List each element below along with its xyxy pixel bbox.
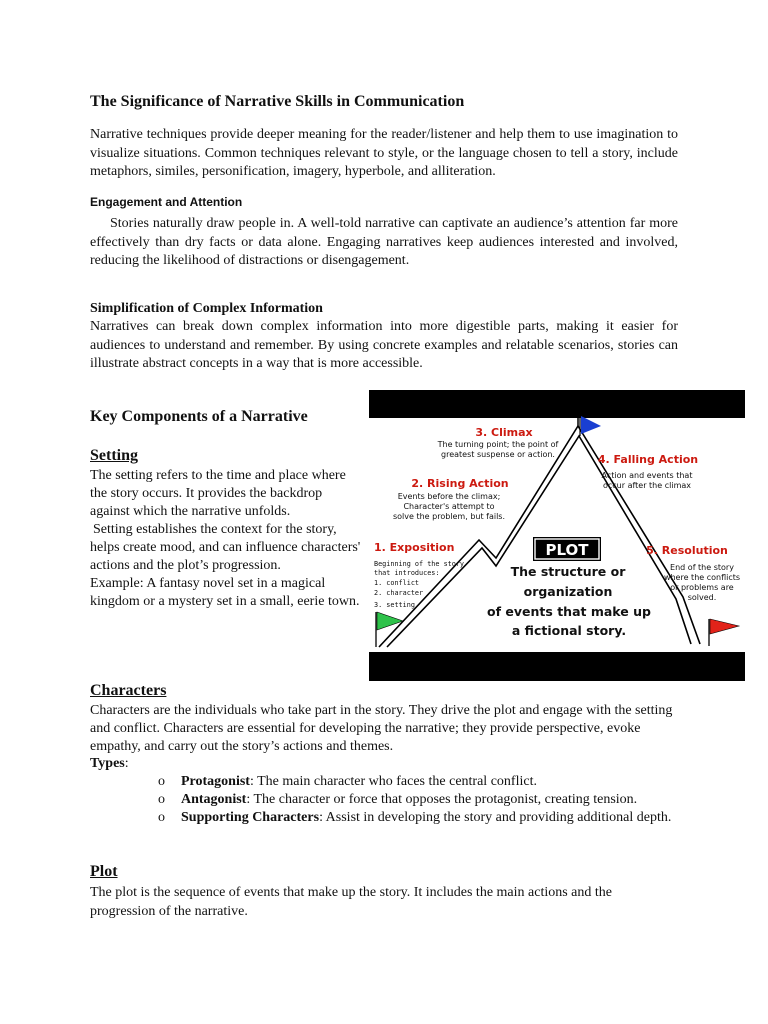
- type-desc: : Assist in developing the story and providing additional depth.: [319, 810, 672, 825]
- characters-text: Characters are the individuals who take part in the story. They drive the plot and engage with the setting and conflict. Characters are essential for developing the narrative; they provide perspective, evoke empathy, and carry out the story’s actions and themes.: [90, 703, 673, 754]
- engagement-text: Stories naturally draw people in. A well-told narrative can captivate an audience’s attention far more effectively than dry facts or data alone. Engaging narratives keep audiences interested and involved, reducing the likelihood of distractions or disengagement.: [90, 216, 678, 268]
- characters-heading: Characters: [90, 682, 167, 699]
- rising-action-desc: [393, 492, 505, 521]
- simplification-text: Narratives can break down complex information into more digestible parts, making it easier for audiences to understand and remember. By using concrete examples and relatable scenarios, stories can illustrate abstract concepts in a way that is more accessible.: [90, 319, 678, 371]
- rising-line-3: solve the problem, but fails.: [392, 512, 506, 521]
- falling-action-title: 4. Falling Action: [597, 453, 699, 466]
- plot-desc-line-2: organization: [523, 584, 613, 599]
- document-title: The Significance of Narrative Skills in Communication: [90, 93, 465, 110]
- setting-body: [90, 467, 362, 611]
- characters-paragraph: [90, 702, 678, 756]
- type-name: Protagonist: [181, 774, 250, 789]
- setting-para-1: The setting refers to the time and place where the story occurs. It provides the backdrop against which the narrative unfolds.: [90, 468, 346, 519]
- plot-text: The plot is the sequence of events that make up the story. It includes the main actions and the progression of the narrative.: [90, 885, 612, 919]
- bullet-mark: o: [158, 774, 165, 789]
- resolution-title: 5. Resolution: [646, 544, 728, 557]
- falling-action-desc: [602, 471, 693, 490]
- resolution-line-2: where the conflicts: [663, 573, 741, 582]
- list-item: [150, 809, 680, 827]
- type-name: Antagonist: [181, 792, 247, 807]
- exposition-line-1: Beginning of the story: [374, 560, 465, 568]
- resolution-line-1: End of the story: [670, 563, 734, 572]
- climax-line-2: greatest suspense or action.: [441, 450, 555, 459]
- climax-title: 3. Climax: [475, 426, 533, 439]
- falling-line-2: occur after the climax: [602, 481, 692, 490]
- rising-action-title: 2. Rising Action: [411, 477, 509, 490]
- plot-diagram: [369, 390, 745, 681]
- simplification-paragraph: [90, 318, 678, 374]
- type-desc: : The character or force that opposes the protagonist, creating tension.: [246, 792, 638, 807]
- exposition-line-3: 1. conflict: [374, 579, 420, 587]
- exposition-title: 1. Exposition: [374, 541, 455, 554]
- resolution-line-4: solved.: [687, 593, 717, 602]
- character-types-list: [150, 773, 680, 827]
- plot-heading: Plot: [90, 863, 118, 880]
- intro-text: Narrative techniques provide deeper meaning for the reader/listener and help them to use imagination to visualize situations. Common techniques relevant to style, or the language chosen to tell a story, include metaphors, similes, personification, imagery, hyperbole, and alliteration.: [90, 127, 678, 179]
- exposition-line-2: that introduces:: [374, 569, 440, 577]
- simplification-heading: Simplification of Complex Information: [90, 301, 323, 316]
- setting-para-2: Setting establishes the context for the story, helps create mood, and can influence characters' actions and the plot’s progression.: [90, 522, 361, 573]
- plot-paragraph: [90, 883, 678, 921]
- exposition-line-5: 3. setting: [374, 601, 415, 609]
- setting-heading: Setting: [90, 447, 138, 464]
- setting-para-3: Example: A fantasy novel set in a magical kingdom or a mystery set in a small, eerie town.: [90, 576, 360, 609]
- climax-line-1: The turning point; the point of: [437, 440, 559, 449]
- plot-desc-line-1: The structure or: [510, 564, 626, 579]
- climax-desc: [437, 440, 559, 459]
- falling-line-1: Action and events that: [601, 471, 693, 480]
- exposition-line-4: 2. character: [374, 589, 424, 597]
- plot-label: PLOT: [545, 541, 589, 559]
- bullet-mark: o: [158, 792, 165, 807]
- plot-desc-line-4: a fictional story.: [511, 623, 627, 638]
- list-item: [150, 773, 680, 791]
- key-components-title: Key Components of a Narrative: [90, 408, 308, 425]
- diagram-bottom-band: [369, 652, 745, 681]
- resolution-line-3: or problems are: [670, 583, 734, 592]
- types-line: Types:: [90, 756, 129, 771]
- types-label: Types: [90, 756, 125, 771]
- plot-desc-line-3: of events that make up: [487, 604, 651, 619]
- type-desc: : The main character who faces the central conflict.: [249, 774, 537, 789]
- bullet-mark: o: [158, 810, 165, 825]
- engagement-heading: Engagement and Attention: [90, 195, 243, 209]
- intro-paragraph: [90, 126, 678, 182]
- rising-line-1: Events before the climax;: [397, 492, 501, 501]
- engagement-paragraph: [90, 215, 678, 271]
- type-name: Supporting Characters: [181, 810, 320, 825]
- list-item: [150, 791, 680, 809]
- rising-line-2: Character's attempt to: [403, 502, 495, 511]
- diagram-top-band: [369, 390, 745, 418]
